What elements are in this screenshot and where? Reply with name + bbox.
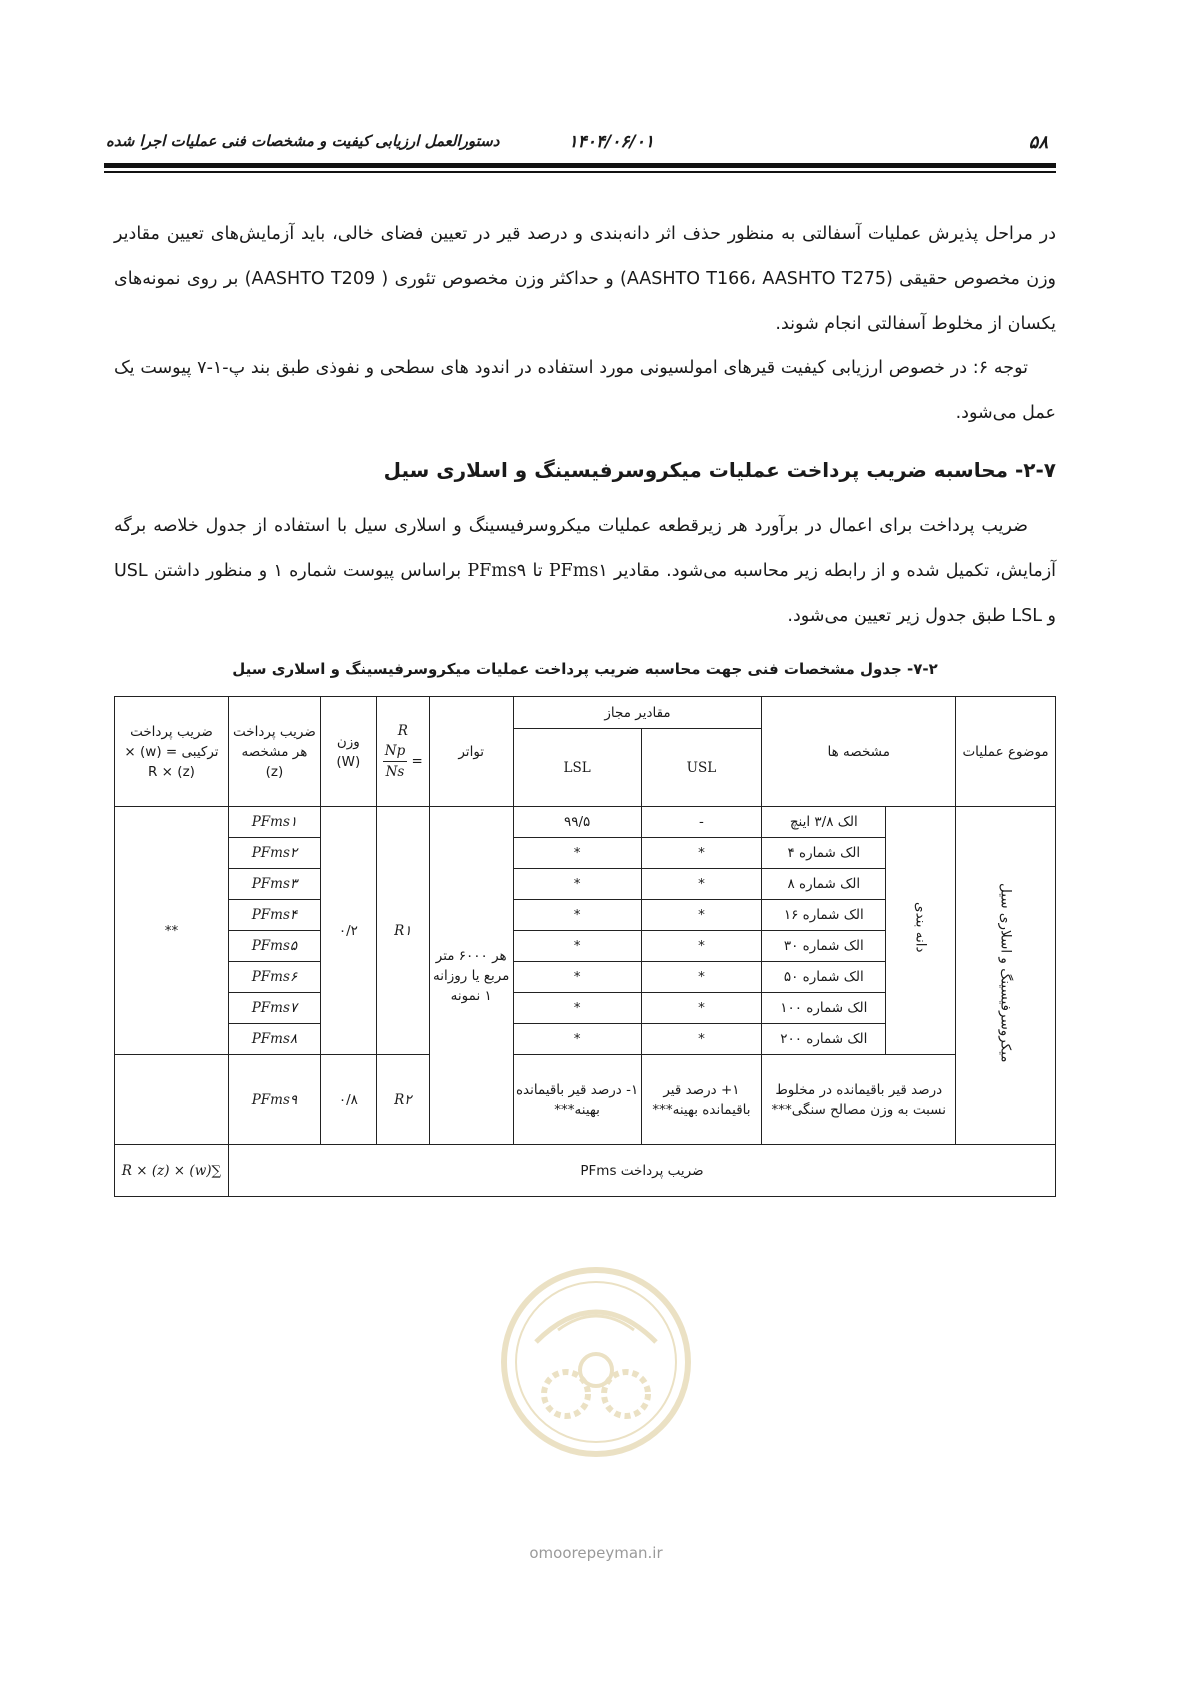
pf-cell: PFms۱ — [228, 807, 320, 838]
r-equals: = — [411, 753, 423, 770]
r1-cell: R۱ — [376, 807, 429, 1055]
spec-cell: الک شماره ۱۶ — [762, 900, 886, 931]
bitumen-usl-cell: ۱+ درصد قیر باقیمانده بهینه*** — [641, 1055, 762, 1145]
gradation-group-cell — [886, 807, 956, 1055]
bitumen-spec-cell: درصد قیر باقیمانده در مخلوط نسبت به وزن مصالح سنگی*** — [762, 1055, 956, 1145]
r2-cell: R۲ — [376, 1055, 429, 1145]
pf-cell: PFms۵ — [228, 931, 320, 962]
spec-cell: الک شماره ۵۰ — [762, 962, 886, 993]
r-symbol: R — [397, 723, 408, 739]
bitumen-combined-cell — [115, 1055, 229, 1145]
watermark-logo — [496, 1262, 696, 1462]
section-title: ۲-۷- محاسبه ضریب پرداخت عملیات میکروسرفیسینگ و اسلاری سیل — [383, 458, 1056, 482]
spec-cell: الک ۳/۸ اینچ — [762, 807, 886, 838]
paragraph-part-2: تا — [526, 561, 549, 581]
page-header — [106, 128, 1056, 154]
paragraph-aashto-tests: در مراحل پذیرش عملیات آسفالتی به منظور حذف اثر دانه‌بندی و درصد قیر در تعیین فضای خالی، باید آزمایش‌های تعیین مقادیر وزن مخصوص حقیقی (AASHTO T166، AASHTO T275) و حداکثر وزن مخصوص تئوری ( AASHTO T209) بر روی نمونه‌های یکسان از مخلوط آسفالتی انجام شوند. — [114, 224, 1057, 334]
usl-cell: - — [641, 807, 762, 838]
header-weight: وزن (W) — [320, 697, 376, 807]
usl-cell: * — [641, 962, 762, 993]
table-row-bitumen — [115, 1055, 1056, 1145]
bitumen-lsl-cell: ۱- درصد قیر باقیمانده بهینه*** — [513, 1055, 641, 1145]
operation-value: میکروسرفیسینگ و اسلاری سیل — [997, 882, 1014, 1063]
lsl-cell: * — [513, 900, 641, 931]
gradation-weight-cell: ۰/۲ — [320, 807, 376, 1055]
header-r-formula — [376, 697, 429, 807]
total-label-cell: ضریب پرداخت PFms — [228, 1145, 1055, 1197]
operation-cell — [956, 807, 1056, 1145]
usl-cell: * — [641, 869, 762, 900]
frequency-cell: هر ۶۰۰۰ متر مربع یا روزانه ۱ نمونه — [429, 807, 513, 1145]
table-header-row-1 — [115, 697, 1056, 729]
spec-cell: الک شماره ۲۰۰ — [762, 1024, 886, 1055]
lsl-cell: * — [513, 962, 641, 993]
pf-cell: PFms۴ — [228, 900, 320, 931]
table-row-total — [115, 1145, 1056, 1197]
table-row — [115, 807, 1056, 838]
paragraph-payment-factor — [114, 504, 1056, 639]
lsl-cell: * — [513, 838, 641, 869]
paragraph-part-3: براساس پیوست شماره ۱ و منظور داشتن USL و LSL طبق جدول زیر تعیین می‌شود. — [114, 561, 1056, 626]
spec-cell: الک شماره ۱۰۰ — [762, 993, 886, 1024]
gradation-label: دانه بندی — [912, 902, 929, 953]
pf-cell: PFms۷ — [228, 993, 320, 1024]
usl-cell: * — [641, 931, 762, 962]
page-number: ۵۸ — [1028, 132, 1048, 153]
header-operation: موضوع عملیات — [956, 697, 1056, 807]
header-pf-each: ضریب پرداخت هر مشخصه (z) — [228, 697, 320, 807]
spec-table — [114, 696, 1056, 1197]
r-numerator: Np — [383, 741, 407, 762]
header-lsl: LSL — [513, 729, 641, 807]
header-combined: ضریب پرداخت ترکیبی = (w) × (z) × R — [115, 697, 229, 807]
note-6: توجه ۶: در خصوص ارزیابی کیفیت قیرهای امولسیونی مورد استفاده در اندود های سطحی و نفوذی طبق بند پ-۱-۷ پیوست یک عمل می‌شود. — [114, 358, 1056, 423]
lsl-cell: ۹۹/۵ — [513, 807, 641, 838]
pf-cell: PFms۲ — [228, 838, 320, 869]
usl-cell: * — [641, 993, 762, 1024]
header-rule-thin — [104, 171, 1056, 173]
lsl-cell: * — [513, 1024, 641, 1055]
watermark-text: omoorepeyman.ir — [529, 1544, 663, 1562]
header-frequency: تواتر — [429, 697, 513, 807]
r-denominator: Ns — [385, 764, 405, 780]
lsl-cell: * — [513, 993, 641, 1024]
bitumen-pf-cell: PFms۹ — [228, 1055, 320, 1145]
header-specs: مشخصه ها — [762, 697, 956, 807]
header-usl: USL — [641, 729, 762, 807]
spec-cell: الک شماره ۸ — [762, 869, 886, 900]
spec-cell: الک شماره ۳۰ — [762, 931, 886, 962]
table-caption: ۷-۲- جدول مشخصات فنی جهت محاسبه ضریب پرداخت عملیات میکروسرفیسینگ و اسلاری سیل — [232, 660, 938, 678]
lsl-cell: * — [513, 931, 641, 962]
pf-cell: PFms۳ — [228, 869, 320, 900]
pf-first-symbol: PFms۱ — [548, 561, 608, 581]
usl-cell: * — [641, 900, 762, 931]
header-rule-thick — [104, 163, 1056, 168]
gradation-combined-cell: ** — [115, 807, 229, 1055]
header-date: ۱۴۰۴/۰۶/۰۱ — [568, 132, 654, 152]
header-allowed-values: مقادیر مجاز — [513, 697, 762, 729]
pf-cell: PFms۶ — [228, 962, 320, 993]
total-formula-cell: ∑(w) × (z) × R — [115, 1145, 229, 1197]
pf-last-symbol: PFms۹ — [467, 561, 527, 581]
r-fraction — [383, 741, 407, 782]
usl-cell: * — [641, 1024, 762, 1055]
bitumen-weight-cell: ۰/۸ — [320, 1055, 376, 1145]
usl-cell: * — [641, 838, 762, 869]
pf-cell: PFms۸ — [228, 1024, 320, 1055]
lsl-cell: * — [513, 869, 641, 900]
header-title: دستورالعمل ارزیابی کیفیت و مشخصات فنی عملیات اجرا شده — [106, 132, 500, 150]
paragraph-part-1: ضریب پرداخت برای اعمال در برآورد هر زیرقطعه عملیات میکروسرفیسینگ و اسلاری سیل با استفاده از جدول خلاصه برگه آزمایش، تکمیل شده و از رابطه زیر محاسبه می‌شود. مقادیر — [114, 516, 1057, 581]
spec-cell: الک شماره ۴ — [762, 838, 886, 869]
